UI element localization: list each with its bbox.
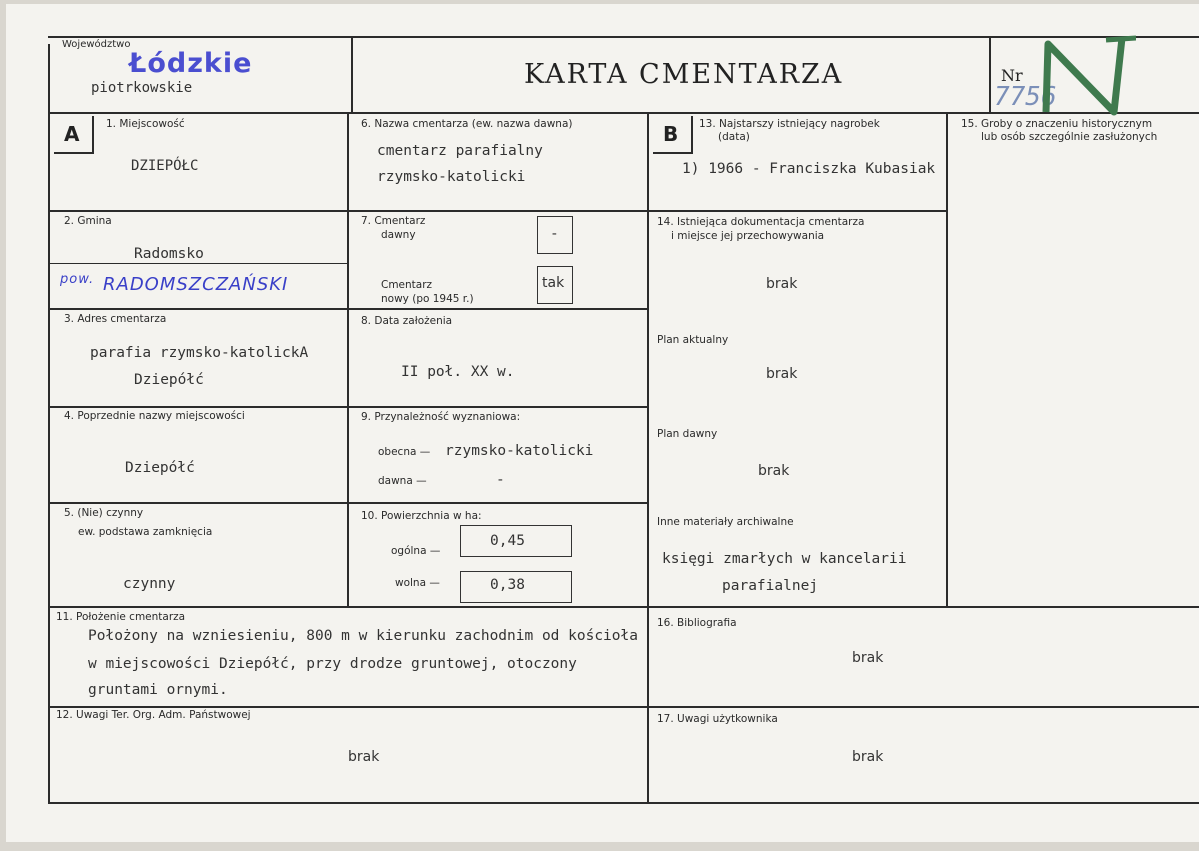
field-10-wolna-value: 0,38	[490, 577, 525, 593]
nr-value: 7756	[994, 82, 1057, 112]
nr-label: Nr	[1001, 66, 1023, 85]
plan-aktualny-value: brak	[766, 366, 798, 382]
field-9-label: 9. Przynależność wyznaniowa:	[361, 411, 521, 423]
field-13-label-1: 13. Najstarszy istniejący nagrobek	[699, 118, 880, 130]
col-divider-3	[946, 112, 948, 606]
wojewodztwo-stamp: Łódzkie	[129, 48, 253, 79]
field-7-label-1: 7. Cmentarz	[361, 215, 426, 227]
section-b-underline	[653, 152, 693, 154]
field-6-label: 6. Nazwa cmentarza (ew. nazwa dawna)	[361, 118, 573, 130]
field-3-label: 3. Adres cmentarza	[64, 313, 167, 325]
field-1-label: 1. Miejscowość	[106, 118, 185, 130]
field-2-label: 2. Gmina	[64, 215, 112, 227]
wojewodztwo-label: Województwo	[62, 39, 131, 50]
field-11-line-3: gruntami ornymi.	[88, 682, 228, 698]
field-11-line-1: Położony na wzniesieniu, 800 m w kierunku zachodnim od kościoła	[88, 628, 638, 644]
row-line-4	[48, 502, 648, 504]
inne-materialy-line-2: parafialnej	[722, 578, 819, 594]
row-line-6	[48, 706, 1199, 708]
field-17-label: 17. Uwagi użytkownika	[657, 713, 778, 725]
field-3-line-2: Dziepółć	[134, 372, 204, 388]
section-a-underline	[54, 152, 94, 154]
field-12-value: brak	[348, 749, 380, 765]
field-15-label-2: lub osób szczególnie zasłużonych	[981, 131, 1158, 143]
powiat-old: piotrkowskie	[91, 80, 193, 96]
field-7-nowy-value: tak	[542, 275, 565, 291]
row-line-1	[48, 210, 948, 212]
field-10-label: 10. Powierzchnia w ha:	[361, 510, 482, 522]
field-4-label: 4. Poprzednie nazwy miejscowości	[64, 410, 245, 422]
section-b-bar	[691, 116, 693, 152]
field-2-value: Radomsko	[134, 246, 204, 262]
header-divider-2	[989, 38, 991, 112]
field-7-dawny-value: -	[550, 226, 559, 242]
section-b-letter: B	[663, 122, 679, 146]
field-7-label-2: dawny	[381, 229, 416, 241]
plan-dawny-value: brak	[758, 463, 790, 479]
field-16-value: brak	[852, 650, 884, 666]
field-14-label-1: 14. Istniejąca dokumentacja cmentarza	[657, 216, 865, 228]
field-17-value: brak	[852, 749, 884, 765]
col-divider-2	[647, 112, 649, 804]
field-9-obecna-value: rzymsko-katolicki	[445, 443, 594, 459]
field-11-label: 11. Położenie cmentarza	[56, 611, 186, 623]
field-2-pow-prefix: pow.	[60, 272, 95, 287]
plan-aktualny-label: Plan aktualny	[657, 334, 729, 346]
field-13-label-2: (data)	[718, 131, 750, 143]
cemetery-card	[6, 4, 1199, 842]
row-line-7	[48, 802, 1199, 804]
row-line-3	[48, 406, 648, 408]
row-line-2	[48, 308, 648, 310]
inne-materialy-label: Inne materiały archiwalne	[657, 516, 794, 528]
inne-materialy-line-1: księgi zmarłych w kancelarii	[662, 551, 907, 567]
field-5-label-1: 5. (Nie) czynny	[64, 507, 144, 519]
field-13-value: 1) 1966 - Franciszka Kubasiak	[682, 161, 936, 177]
left-border	[48, 44, 50, 804]
field-7-nowy-label-2: nowy (po 1945 r.)	[381, 293, 474, 305]
col-divider-1	[347, 112, 349, 606]
page-title: KARTA CMENTARZA	[524, 59, 844, 90]
field-9-dawna-value: -	[496, 472, 505, 488]
field-5-label-2: ew. podstawa zamknięcia	[78, 526, 213, 538]
field-2-powiat-handwritten: RADOMSZCZAŃSKI	[103, 274, 289, 295]
header-divider-1	[351, 38, 353, 112]
field-14-value: brak	[766, 276, 798, 292]
field-9-dawna-label: dawna —	[378, 475, 427, 487]
field-3-line-1: parafia rzymsko-katolickA	[90, 345, 309, 361]
plan-dawny-label: Plan dawny	[657, 428, 718, 440]
field-10-ogolna-value: 0,45	[490, 533, 525, 549]
field-16-label: 16. Bibliografia	[657, 617, 737, 629]
field-6-line-2: rzymsko-katolicki	[377, 169, 526, 185]
n-marker-icon	[1026, 32, 1136, 116]
field-4-value: Dziepółć	[125, 460, 195, 476]
section-a-bar	[92, 116, 94, 152]
field-1-value: DZIEPÓŁC	[131, 158, 199, 174]
field-8-value: II poł. XX w.	[401, 364, 515, 380]
field-10-wolna-label: wolna —	[395, 577, 440, 589]
field-12-label: 12. Uwagi Ter. Org. Adm. Państwowej	[56, 709, 251, 721]
field-9-obecna-label: obecna —	[378, 446, 431, 458]
gmina-underline	[48, 263, 348, 264]
field-11-line-2: w miejscowości Dziepółć, przy drodze gruntowej, otoczony	[88, 656, 577, 672]
field-5-value: czynny	[123, 576, 176, 592]
field-10-ogolna-label: ogólna —	[391, 545, 441, 557]
row-line-5	[48, 606, 1199, 608]
field-14-label-2: i miejsce jej przechowywania	[671, 230, 825, 242]
field-8-label: 8. Data założenia	[361, 315, 453, 327]
field-6-line-1: cmentarz parafialny	[377, 143, 543, 159]
field-15-label-1: 15. Groby o znaczeniu historycznym	[961, 118, 1153, 130]
section-a-letter: A	[64, 122, 80, 146]
field-7-nowy-label-1: Cmentarz	[381, 279, 433, 291]
